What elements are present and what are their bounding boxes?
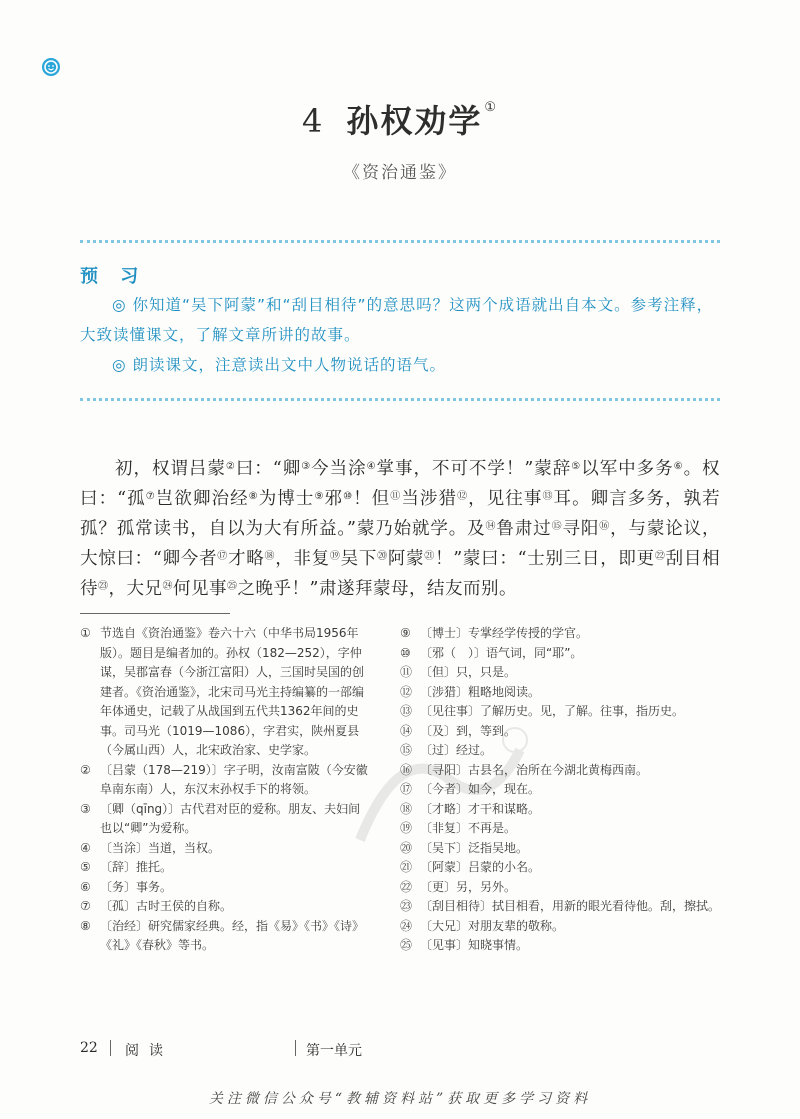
text-run: 鲁肃过 — [496, 519, 552, 539]
preview-divider-bottom — [80, 398, 720, 401]
page-number: 22 — [80, 1040, 98, 1056]
note-marker: ⑬ — [542, 491, 554, 502]
footnote-number: ⑲ — [400, 821, 413, 835]
note-marker: ⑩ — [343, 491, 354, 502]
text-run: 为博士 — [258, 489, 315, 509]
note-marker: ⑳ — [377, 551, 388, 562]
note-marker: ㉔ — [162, 581, 173, 592]
footnote — [400, 624, 720, 644]
footnote-number: ⑯ — [400, 762, 413, 777]
footnote-number: ⑪ — [400, 665, 413, 679]
text-run: 刮目相待 — [80, 549, 721, 599]
footer-unit: 第一单元 — [306, 1043, 362, 1059]
text-run: 吴下 — [340, 549, 378, 569]
footnote-text: 〔卿（qīng）〕古代君对臣的爱称。朋友、夫妇间也以“卿”为爱称。 — [100, 801, 361, 835]
footnote-number: ㉓ — [400, 899, 413, 913]
footnote — [400, 936, 720, 956]
text-run: 阿蒙 — [387, 549, 425, 569]
preview-item: ◎ 朗读课文，注意读出文中人物说话的语气。 — [112, 356, 446, 374]
text-run: 初，权谓吕蒙 — [115, 459, 226, 479]
text-run: 今当涂 — [311, 459, 367, 479]
footnote-text: 〔寻阳〕古县名，治所在今湖北黄梅西南。 — [420, 762, 649, 777]
title-footnote-mark: ① — [484, 100, 499, 115]
bottom-banner: 关注微信公众号“教辅资料站”获取更多学习资料 — [208, 1091, 592, 1107]
note-marker: ⑭ — [485, 521, 497, 532]
footer-divider — [295, 1040, 296, 1056]
text-run: 曰：“卿 — [235, 459, 302, 479]
footnote-number: ⑩ — [400, 645, 411, 660]
publisher-watermark-icon — [340, 720, 540, 860]
footnote-number: ⑳ — [400, 840, 413, 855]
text-run: ，与蒙论议，大惊曰：“卿今者 — [80, 519, 721, 569]
note-marker: ㉓ — [98, 581, 109, 592]
footnote — [80, 839, 370, 859]
main-text — [80, 454, 720, 604]
text-run: 耳。卿言多务，孰若孤？孤常读书，自以为大有所益。”蒙乃始就学。及 — [80, 489, 721, 539]
text-run: ，见往事 — [468, 489, 543, 509]
footnote-number: ⑫ — [400, 684, 413, 699]
footnote-number: ⑤ — [80, 860, 91, 874]
note-marker: ⑯ — [599, 521, 611, 532]
footnote-number: ① — [80, 626, 91, 640]
note-marker: ② — [225, 461, 236, 472]
footer-divider — [110, 1040, 111, 1056]
footnote — [400, 644, 720, 664]
footnote-number: ⑰ — [400, 782, 413, 796]
footnote-rule — [80, 613, 230, 614]
note-marker: ⑪ — [390, 491, 402, 502]
lesson-title — [0, 96, 800, 142]
note-marker: ⑤ — [571, 461, 582, 472]
footnote — [80, 858, 370, 878]
note-marker: ③ — [301, 461, 312, 472]
note-marker: ⑦ — [145, 491, 156, 502]
footnote-text: 〔吕蒙（178—219）〕字子明，汝南富陂（今安徽阜南东南）人，东汉末孙权手下的将领。 — [100, 762, 368, 796]
lesson-number: 4 — [301, 102, 325, 140]
footnote — [400, 917, 720, 937]
footnote-number: ㉑ — [400, 860, 413, 874]
footnote-text: 〔治经〕研究儒家经典。经，指《易》《书》《诗》《礼》《春秋》等书。 — [100, 918, 365, 952]
note-marker: ㉑ — [424, 551, 436, 562]
lesson-source: 《资治通鉴》 — [343, 163, 457, 183]
preview-heading: 预 习 — [80, 266, 147, 287]
footer-section: 阅读 — [125, 1043, 173, 1059]
footnote-text: 〔但〕只，只是。 — [420, 665, 517, 679]
note-marker: ⑮ — [551, 521, 563, 532]
footnote-text: 〔见事〕知晓事情。 — [420, 938, 529, 952]
note-marker: ⑫ — [457, 491, 469, 502]
footnote-number: ② — [80, 762, 91, 777]
footnote-text: 〔吴下〕泛指吴地。 — [420, 840, 529, 855]
footnote-text: 〔及〕到，等到。 — [420, 723, 517, 738]
footnote-number: ⑮ — [400, 743, 413, 757]
text-run: 以军中多务 — [581, 459, 674, 479]
note-marker: ㉒ — [654, 551, 666, 562]
text-run: 当涉猎 — [401, 489, 458, 509]
footnote-text: 〔刮目相待〕拭目相看，用新的眼光看待他。刮，擦拭。 — [420, 899, 721, 913]
footnote — [80, 800, 370, 839]
footnote-text: 〔见往事〕了解历史。见，了解。往事，指历史。 — [420, 704, 685, 718]
preview-body — [80, 290, 720, 380]
note-marker: ⑥ — [673, 461, 684, 472]
text-run: 之晚乎！”肃遂拜蒙母，结友而别。 — [237, 579, 517, 599]
footnote-number: ③ — [80, 801, 91, 816]
note-marker: ④ — [366, 461, 377, 472]
footnote-text: 〔博士〕专掌经学传授的学官。 — [420, 626, 589, 640]
footnote — [400, 858, 720, 878]
footnote — [80, 878, 370, 898]
footnote-number: ⑥ — [80, 879, 91, 894]
footnote — [80, 624, 370, 761]
footnote-number: ㉒ — [400, 879, 413, 894]
footnote-text: 〔更〕另，另外。 — [420, 879, 517, 894]
footnote-number: ⑬ — [400, 704, 413, 718]
footnote-text: 〔才略〕才干和谋略。 — [420, 801, 541, 816]
footnote-text: 〔非复〕不再是。 — [420, 821, 517, 835]
footnote — [400, 683, 720, 703]
footnote-number: ⑦ — [80, 899, 91, 913]
footnote-number: ⑱ — [400, 801, 413, 816]
footnote-text: 〔过〕经过。 — [420, 743, 493, 757]
text-run: 寻阳 — [562, 519, 600, 539]
text-run: ！”蒙曰：“士别三日，即更 — [435, 549, 655, 569]
preview-divider-top — [80, 240, 720, 243]
footnote-number: ㉕ — [400, 938, 413, 952]
text-run: ，非复 — [275, 549, 330, 569]
text-run: ！但 — [353, 489, 391, 509]
preview-item: ◎ 你知道“吴下阿蒙”和“刮目相待”的意思吗？这两个成语就出自本文。参考注释，大致读懂课文，了解文章所讲的故事。 — [80, 296, 714, 344]
footnote-number: ⑨ — [400, 626, 411, 640]
footnote — [80, 897, 370, 917]
text-run: 何见事 — [173, 579, 227, 599]
text-run: 。权曰：“孤 — [80, 459, 721, 509]
footnote-text: 〔务〕事务。 — [100, 879, 173, 894]
note-marker: ㉕ — [227, 581, 238, 592]
footnote — [400, 702, 720, 722]
footnote-number: ㉔ — [400, 918, 413, 933]
footnote-text: 〔邪（ ）〕语气词，同“耶”。 — [420, 645, 583, 660]
footnote-text: 〔孤〕古时王侯的自称。 — [100, 899, 233, 913]
footnote — [400, 897, 720, 917]
footnote-text: 〔涉猎〕粗略地阅读。 — [420, 684, 541, 699]
text-run: ，大兄 — [108, 579, 163, 599]
note-marker: ⑨ — [314, 491, 325, 502]
smiley-icon — [42, 58, 60, 76]
text-run: 岂欲卿治经 — [155, 489, 249, 509]
footnote — [80, 761, 370, 800]
note-marker: ⑱ — [264, 551, 276, 562]
footnote-text: 〔当涂〕当道，当权。 — [100, 840, 221, 855]
footnote — [80, 917, 370, 956]
footnote-text: 〔阿蒙〕吕蒙的小名。 — [420, 860, 541, 874]
footnote-text: 〔大兄〕对朋友辈的敬称。 — [420, 918, 565, 933]
note-marker: ⑰ — [217, 551, 228, 562]
text-run: 才略 — [228, 549, 265, 569]
text-run: 邪 — [324, 489, 344, 509]
footnotes-left — [80, 624, 370, 956]
note-marker: ⑧ — [248, 491, 259, 502]
footnote-number: ⑧ — [80, 918, 91, 933]
footnote — [400, 663, 720, 683]
footnote-text: 〔辞〕推托。 — [100, 860, 173, 874]
footnote-text: 〔今者〕如今，现在。 — [420, 782, 541, 796]
footnote-text: 节选自《资治通鉴》卷六十六（中华书局1956年版）。题目是编者加的。孙权（182—252），字仲谋，吴郡富春（今浙江富阳）人，三国时吴国的创建者。《资治通鉴》，北宋司马光主持编纂的一部编年体通史，记载了从战国到五代共1362年间的史事。司马光（1019—1086），字君实，陕州夏县（今属山西）人，北宋政治家、史学家。 — [100, 626, 365, 757]
footnote-number: ⑭ — [400, 723, 413, 738]
footnote — [400, 878, 720, 898]
footnote-number: ④ — [80, 840, 91, 855]
lesson-title-text: 孙权劝学 — [346, 102, 483, 140]
note-marker: ⑲ — [329, 551, 341, 562]
text-run: 掌事，不可不学！”蒙辞 — [376, 459, 572, 479]
